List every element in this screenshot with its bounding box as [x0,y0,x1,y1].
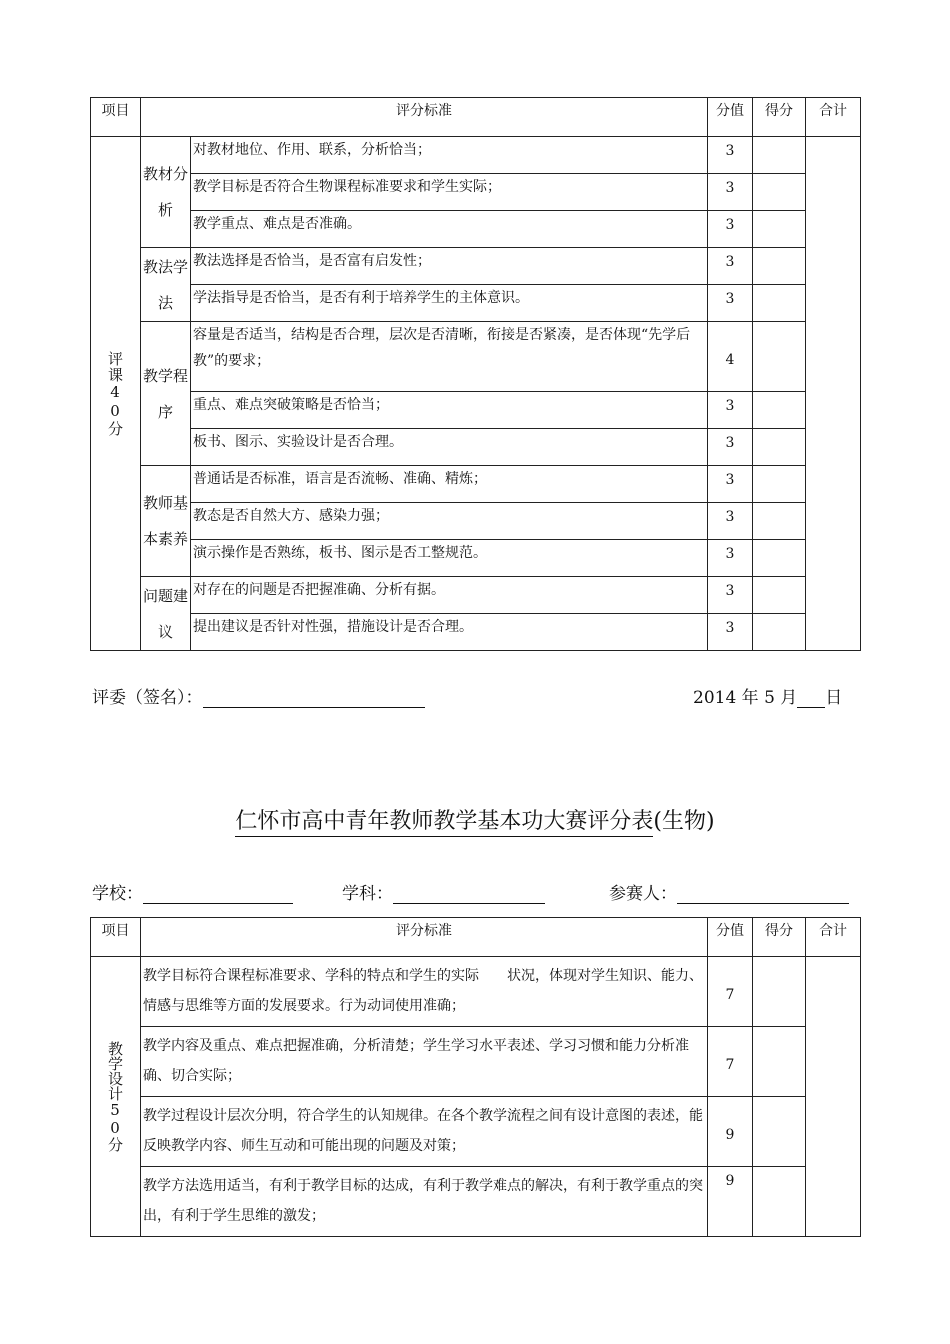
score-cell[interactable] [753,1027,806,1097]
date-prefix: 2014 年 5 月 [693,688,798,708]
category-label: 教学程序 [141,322,191,466]
criteria-cell: 提出建议是否针对性强，措施设计是否合理。 [191,614,708,651]
criteria-cell: 教学内容及重点、难点把握准确，分析清楚；学生学习水平表述、学习习惯和能力分析准确、切合实际； [141,1027,708,1097]
score-cell[interactable] [753,1167,806,1237]
score-cell[interactable] [753,137,806,174]
judge-signature [92,683,425,708]
score-cell[interactable] [753,577,806,614]
points-cell: 7 [708,957,753,1027]
school-line [92,879,293,904]
criteria-cell: 对教材地位、作用、联系，分析恰当； [191,137,708,174]
points-cell: 3 [708,248,753,285]
score-cell[interactable] [753,1097,806,1167]
criteria-cell: 容量是否适当，结构是否合理，层次是否清晰，衔接是否紧凑，是否体现“先学后教”的要求； [191,322,708,392]
criteria-cell: 教学目标是否符合生物课程标准要求和学生实际； [191,174,708,211]
header-item: 项目 [91,918,141,957]
title-main: 仁怀市高中青年教师教学基本功大赛评分表 [235,809,653,837]
signature-field[interactable] [203,689,425,708]
points-cell: 3 [708,285,753,322]
section-label: 评课40分 [106,350,124,437]
header-item: 项目 [91,98,141,137]
points-cell: 3 [708,211,753,248]
header-score: 得分 [753,98,806,137]
table-row [91,429,861,466]
participant-field[interactable] [677,885,849,904]
category-label: 教材分析 [141,137,191,248]
points-cell: 7 [708,1027,753,1097]
score-cell[interactable] [753,614,806,651]
criteria-cell: 教学重点、难点是否准确。 [191,211,708,248]
table-header-row [91,98,861,137]
criteria-cell: 重点、难点突破策略是否恰当； [191,392,708,429]
points-cell: 3 [708,466,753,503]
subject-field[interactable] [393,885,545,904]
page-title [0,804,950,835]
table-row [91,1027,861,1097]
points-cell: 3 [708,503,753,540]
points-cell: 9 [708,1097,753,1167]
header-total: 合计 [806,918,861,957]
table-row [91,1097,861,1167]
criteria-cell: 教学方法选用适当，有利于教学目标的达成，有利于教学难点的解决，有利于教学重点的突出，有利于学生思维的激发； [141,1167,708,1237]
score-cell[interactable] [753,957,806,1027]
day-field[interactable] [797,689,825,708]
table-header-row [91,918,861,957]
points-cell: 3 [708,392,753,429]
date-line [693,683,842,708]
header-score: 得分 [753,918,806,957]
header-points: 分值 [708,918,753,957]
table-row [91,285,861,322]
points-cell: 4 [708,322,753,392]
category-label: 教法学法 [141,248,191,322]
total-cell[interactable] [806,137,861,651]
points-cell: 3 [708,174,753,211]
subject-line [342,879,545,904]
table-row [91,614,861,651]
table-row [91,540,861,577]
table-row [91,1167,861,1237]
criteria-cell: 板书、图示、实验设计是否合理。 [191,429,708,466]
score-cell[interactable] [753,285,806,322]
score-cell[interactable] [753,540,806,577]
criteria-cell: 演示操作是否熟练，板书、图示是否工整规范。 [191,540,708,577]
criteria-cell: 对存在的问题是否把握准确、分析有据。 [191,577,708,614]
evaluation-table [90,97,861,651]
table-row [91,174,861,211]
score-cell[interactable] [753,174,806,211]
score-cell[interactable] [753,429,806,466]
criteria-cell: 教法选择是否恰当，是否富有启发性； [191,248,708,285]
criteria-cell: 教态是否自然大方、感染力强； [191,503,708,540]
table-row [91,137,861,174]
participant-line [609,879,849,904]
criteria-cell: 普通话是否标准，语言是否流畅、准确、精炼； [191,466,708,503]
score-cell[interactable] [753,211,806,248]
criteria-cell: 教学过程设计层次分明，符合学生的认知规律。在各个教学流程之间有设计意图的表述，能反映教学内容、师生互动和可能出现的问题及对策； [141,1097,708,1167]
points-cell: 9 [708,1167,753,1237]
participant-label: 参赛人： [609,884,677,904]
score-cell[interactable] [753,322,806,392]
score-cell[interactable] [753,248,806,285]
header-criteria: 评分标准 [141,918,708,957]
signature-label: 评委（签名）： [92,688,203,708]
header-points: 分值 [708,98,753,137]
subject-label: 学科： [342,884,393,904]
table-row [91,466,861,503]
title-subject: (生物) [653,809,715,834]
header-criteria: 评分标准 [141,98,708,137]
school-field[interactable] [143,885,293,904]
total-cell[interactable] [806,957,861,1237]
table-row [91,211,861,248]
criteria-cell: 教学目标符合课程标准要求、学科的特点和学生的实际 状况，体现对学生知识、能力、情感与思维等方面的发展要求。行为动词使用准确； [141,957,708,1027]
points-cell: 3 [708,540,753,577]
section-label-cell [91,137,141,651]
criteria-cell: 学法指导是否恰当，是否有利于培养学生的主体意识。 [191,285,708,322]
school-label: 学校： [92,884,143,904]
table-row [91,577,861,614]
score-cell[interactable] [753,503,806,540]
date-suffix: 日 [825,688,843,708]
table-row [91,248,861,285]
points-cell: 3 [708,577,753,614]
score-cell[interactable] [753,392,806,429]
points-cell: 3 [708,429,753,466]
header-total: 合计 [806,98,861,137]
table-row [91,322,861,392]
points-cell: 3 [708,137,753,174]
design-score-table [90,917,861,1237]
points-cell: 3 [708,614,753,651]
table-row [91,392,861,429]
category-label: 教师基本素养 [141,466,191,577]
score-cell[interactable] [753,466,806,503]
section-label-cell [91,957,141,1237]
table-row [91,957,861,1027]
table-row [91,503,861,540]
category-label: 问题建议 [141,577,191,651]
section-label: 教学设计50分 [106,1041,124,1152]
